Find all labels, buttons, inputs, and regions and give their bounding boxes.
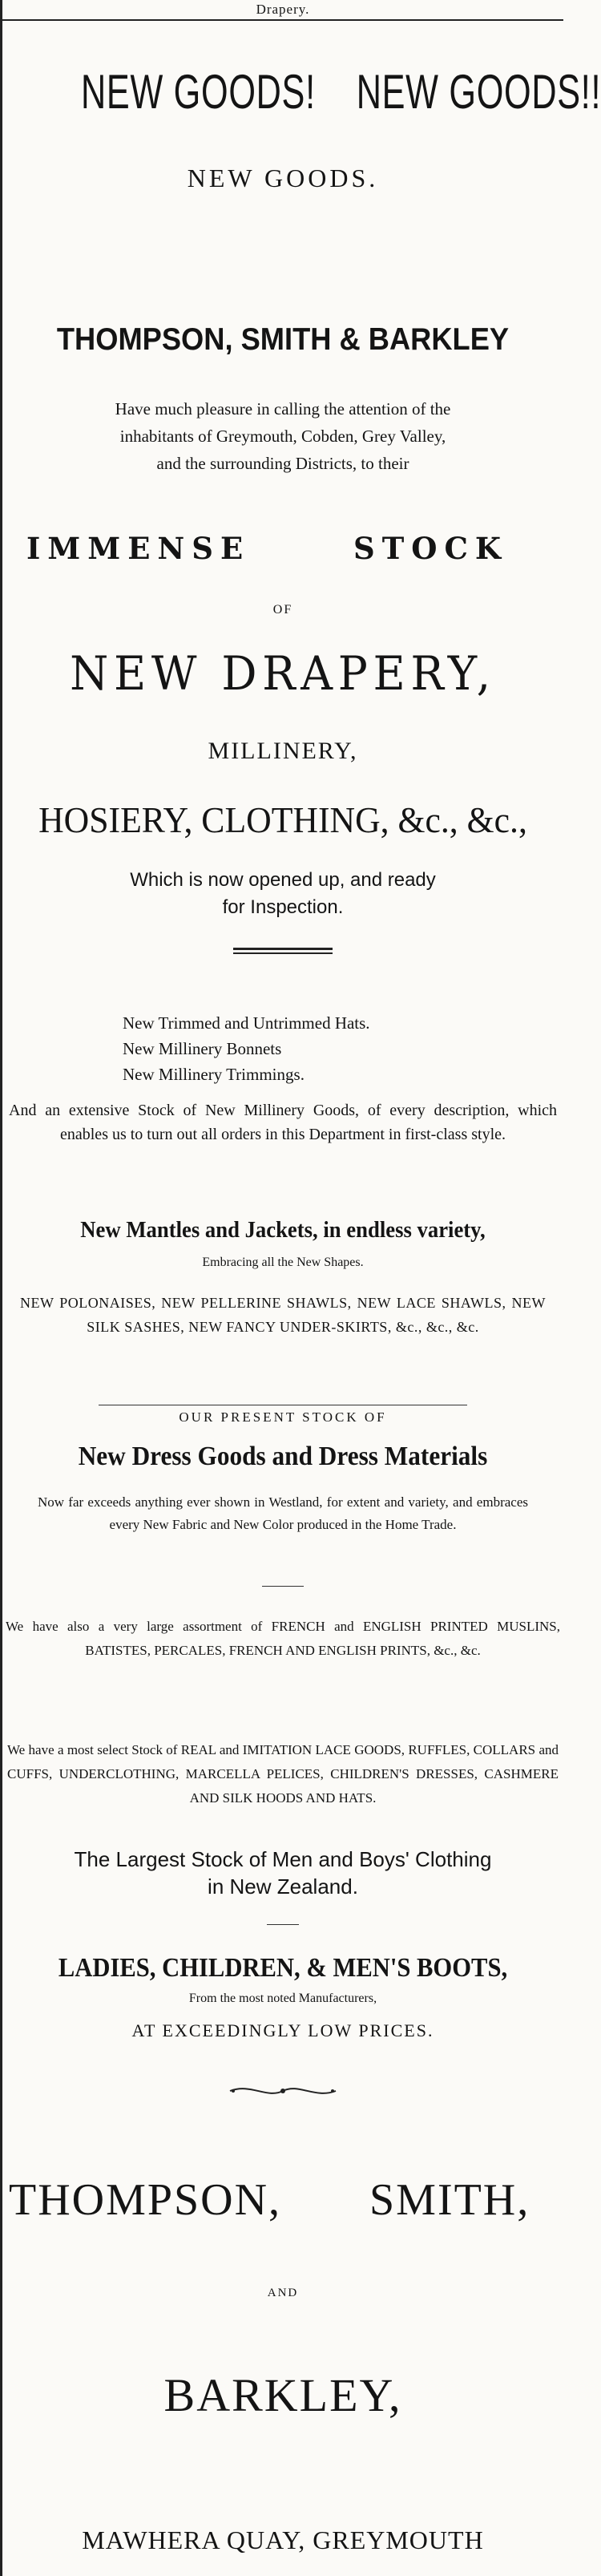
- hats-item-1: New Trimmed and Untrimmed Hats.: [123, 1013, 370, 1033]
- sig-and: AND: [267, 2287, 299, 2299]
- hats-item-2: New Millinery Bonnets: [123, 1039, 282, 1058]
- headline-row: [80, 64, 601, 120]
- ornamental-rule: [233, 948, 333, 954]
- new-drapery: NEW DRAPERY,: [70, 646, 496, 701]
- dress-paragraph: Now far exceeds anything ever shown in Westland, for extent and variety, and embraces every New Fabric and New Color produced in the Home Trade.: [38, 1494, 528, 1532]
- of-word: OF: [272, 603, 293, 617]
- stock-word: STOCK: [353, 531, 509, 566]
- boots-line: LADIES, CHILDREN, & MEN'S BOOTS,: [58, 1953, 508, 1983]
- dress-goods-line: New Dress Goods and Dress Materials: [78, 1442, 488, 1471]
- sig-barkley: BARKLEY,: [163, 2369, 402, 2421]
- hats-item-3: New Millinery Trimmings.: [123, 1065, 305, 1084]
- lace-paragraph: We have a most select Stock of REAL and IMITATION LACE GOODS, RUFFLES, COLLARS and CUFFS, UNDERCLOTHING, MARCELLA PELICES, CHILDREN'S DRESSES, CASHMERE AND SILK HOODS AND HATS.: [7, 1742, 559, 1806]
- largest-separator: [267, 1924, 299, 1925]
- firm-name: THOMPSON, SMITH & BARKLEY: [56, 322, 510, 357]
- intro-line-2: inhabitants of Greymouth, Cobden, Grey Valley,: [119, 427, 446, 446]
- immense-stock-row: [2, 531, 563, 566]
- mantles-line: New Mantles and Jackets, in endless variety,: [80, 1217, 486, 1243]
- polonaises-paragraph: NEW POLONAISES, NEW PELLERINE SHAWLS, NEW LACE SHAWLS, NEW SILK SASHES, NEW FANCY UNDER-SKIRTS, &c., &c., &c.: [20, 1295, 546, 1335]
- intro-line-1: Have much pleasure in calling the attention of the: [115, 399, 451, 419]
- ornament-flourish: [227, 2081, 339, 2101]
- hosiery-line: HOSIERY, CLOTHING, &c., &c.,: [38, 799, 527, 840]
- dress-separator: [262, 1586, 304, 1587]
- section-label: Drapery.: [256, 2, 310, 17]
- top-rule: [2, 19, 563, 21]
- millinery-paragraph: And an extensive Stock of New Millinery Goods, of every description, which enables us to turn out all orders in this Department in first-class style.: [9, 1102, 557, 1143]
- largest-line-1: The Largest Stock of Men and Boys' Clothing: [74, 1847, 492, 1871]
- millinery: MILLINERY,: [208, 738, 358, 764]
- sig-thompson: THOMPSON,: [9, 2175, 282, 2225]
- headline-new-goods-1: NEW GOODS!: [80, 65, 316, 119]
- opened-line-2: for Inspection.: [222, 896, 344, 918]
- headline-new-goods-2: NEW GOODS!!: [356, 65, 601, 119]
- immense-word: IMMENSE: [26, 531, 251, 566]
- sig-smith: SMITH,: [369, 2175, 530, 2225]
- largest-line-2: in New Zealand.: [208, 1874, 358, 1899]
- embracing-line: Embracing all the New Shapes.: [202, 1256, 364, 1269]
- present-stock-line: OUR PRESENT STOCK OF: [179, 1409, 387, 1425]
- printed-paragraph: We have also a very large assortment of FRENCH and ENGLISH PRINTED MUSLINS, BATISTES, PERCALES, FRENCH AND ENGLISH PRINTS, &c., &c.: [6, 1619, 560, 1658]
- low-prices-line: AT EXCEEDINGLY LOW PRICES.: [131, 2020, 434, 2040]
- intro-line-3: and the surrounding Districts, to their: [156, 454, 409, 473]
- headline-new-goods-3: NEW GOODS.: [187, 164, 379, 192]
- address-line: MAWHERA QUAY, GREYMOUTH: [82, 2525, 484, 2554]
- manufacturers-line: From the most noted Manufacturers,: [188, 1992, 377, 2005]
- opened-line-1: Which is now opened up, and ready: [130, 869, 436, 891]
